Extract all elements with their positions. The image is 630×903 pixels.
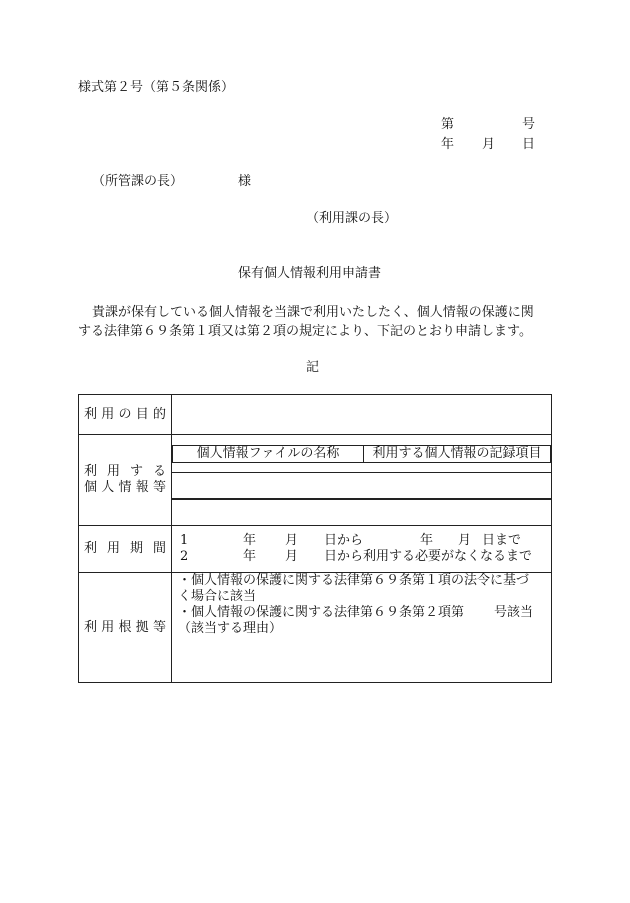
date-month: 月 [482, 137, 496, 152]
date-day: 日 [522, 137, 536, 152]
purpose-field[interactable] [172, 395, 552, 435]
period-option-2 [180, 549, 551, 565]
period-2-text: 日から利用する必要がなくなるまで [324, 549, 533, 564]
info-header-cell [172, 435, 552, 473]
info-label-line-2: 個人情報等 [84, 480, 166, 495]
period-1-month: 月 [285, 533, 299, 548]
purpose-row [79, 395, 552, 435]
basis-reason: （該当する理由） [178, 621, 283, 636]
addressee-honorific: 様 [238, 174, 252, 189]
period-row [79, 526, 552, 573]
info-label-cell [79, 435, 172, 526]
col-file-name: 個人情報ファイルの名称 [173, 445, 364, 462]
col-record-items: 利用する個人情報の記録項目 [364, 445, 551, 462]
basis-row [79, 573, 552, 683]
period-label-cell [79, 526, 172, 573]
period-2-year: 年 [243, 549, 257, 564]
period-1-month-2: 月 [458, 533, 472, 548]
ki-marker: 記 [306, 360, 320, 375]
form-number: 様式第２号（第５条関係） [78, 80, 235, 95]
application-table [78, 394, 552, 683]
basis-item-1-line-1: ・個人情報の保護に関する法律第６９条第１項の法令に基づ [178, 573, 530, 588]
info-label-line-1: 利用する [84, 464, 166, 479]
period-1-year: 年 [243, 533, 257, 548]
purpose-label: 利用の目的 [84, 406, 166, 422]
record-items-field[interactable] [364, 499, 551, 500]
info-value-table [172, 498, 551, 500]
body-text-line-1: 貴課が保有している個人情報を当課で利用いたしたく、個人情報の保護に関 [92, 305, 534, 320]
basis-item-2 [178, 605, 551, 621]
sender-title: （利用課の長） [306, 211, 398, 226]
period-1-from: 日から [324, 533, 364, 548]
period-1-until: 日まで [482, 533, 522, 548]
period-2-number: 2 [180, 549, 189, 564]
period-cell [172, 526, 552, 573]
date-year: 年 [441, 137, 455, 152]
info-value-cell [172, 473, 552, 526]
basis-label-cell [79, 573, 172, 683]
purpose-label-cell [79, 395, 172, 435]
addressee-title: （所管課の長） [92, 174, 184, 189]
basis-item-2-text: ・個人情報の保護に関する法律第６９条第２項第 [178, 605, 465, 620]
basis-item-1-line-2: く場合に該当 [178, 589, 257, 604]
document-title: 保有個人情報利用申請書 [238, 266, 382, 281]
file-name-field[interactable] [173, 499, 364, 500]
basis-item-2-suffix: 号該当 [494, 605, 534, 620]
period-option-1 [180, 533, 551, 549]
basis-cell [172, 573, 552, 683]
period-2-month: 月 [285, 549, 299, 564]
basis-label: 利用根拠等 [84, 619, 166, 635]
info-header-row [79, 435, 552, 473]
info-header-table [172, 445, 551, 463]
period-1-number: 1 [180, 533, 189, 548]
body-text-line-2: する法律第６９条第１項又は第２項の規定により、下記のとおり申請します。 [78, 324, 532, 339]
period-1-year-2: 年 [420, 533, 434, 548]
doc-number-suffix: 号 [522, 117, 536, 132]
period-label: 利用期間 [84, 541, 166, 556]
doc-number-prefix: 第 [441, 117, 455, 132]
